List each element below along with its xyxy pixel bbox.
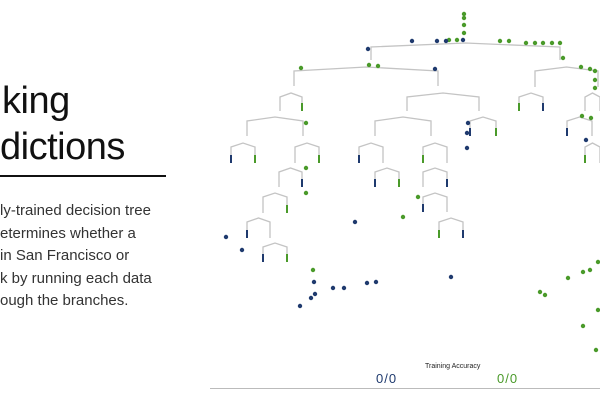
tree-branch [439,218,463,238]
sf-data-point [462,16,466,20]
sf-data-point [376,64,380,68]
sf-data-point [401,215,405,219]
tree-branch [280,93,302,111]
sf-data-point [593,86,597,90]
sf-data-point [596,308,600,312]
ny-data-point [435,39,439,43]
sf-data-point [594,348,598,352]
training-accuracy-label: Training Accuracy [425,363,481,370]
sf-data-point [507,39,511,43]
tree-branch [519,93,543,111]
tree-branch [247,117,303,136]
ny-data-point [353,220,357,224]
description-line: in San Francisco or [0,247,130,264]
tree-branch [423,168,447,187]
ny-data-point [444,39,448,43]
sf-data-point [533,41,537,45]
new-york-accuracy: 0/0 [376,371,398,386]
sf-data-point [588,67,592,71]
sf-data-point [561,56,565,60]
ny-data-point [309,296,313,300]
tree-branch [279,168,302,187]
san-francisco-accuracy: 0/0 [497,371,519,386]
sf-data-point [541,41,545,45]
sf-data-point [416,195,420,199]
tree-branch [294,67,438,86]
section-title-line-1: king [2,80,70,122]
ny-data-point [240,248,244,252]
tree-branch [263,193,287,213]
tree-branch [585,93,600,111]
ny-data-point [365,281,369,285]
tree-branch [231,143,255,163]
tree-branch [263,243,287,262]
section-title-line-2: dictions [0,126,125,168]
sf-data-point [580,114,584,118]
tree-branch [359,143,383,163]
tree-branch [470,117,496,136]
tree-branch [375,168,399,187]
ny-data-point [374,280,378,284]
sf-data-point [462,31,466,35]
sf-data-point [588,268,592,272]
sf-data-point [462,23,466,27]
sf-data-point [543,293,547,297]
sf-data-point [589,116,593,120]
description-line: ough the branches. [0,292,129,309]
sf-data-point [538,290,542,294]
sf-data-point [581,324,585,328]
sf-data-point [299,66,303,70]
ny-data-point [461,38,465,42]
tree-branch [247,218,270,238]
sf-data-point [304,191,308,195]
sf-data-point [581,270,585,274]
sf-data-point [558,41,562,45]
sf-data-point [566,276,570,280]
ny-data-point [433,67,437,71]
tree-branch [567,117,592,136]
ny-data-point [466,121,470,125]
ny-data-point [313,292,317,296]
sf-data-point [304,121,308,125]
sf-data-point [462,12,466,16]
ny-data-point [366,47,370,51]
ny-data-point [312,280,316,284]
sf-data-point [367,63,371,67]
tree-branch [295,143,319,163]
sf-data-point [579,65,583,69]
chart-baseline [210,388,600,389]
ny-data-point [465,146,469,150]
ny-data-point [584,138,588,142]
tree-branch [585,143,600,163]
ny-data-point [410,39,414,43]
sf-data-point [455,38,459,42]
tree-branch [371,43,560,60]
sf-data-point [550,41,554,45]
tree-branch [423,193,447,212]
ny-data-point [465,131,469,135]
tree-branch [375,117,431,136]
sf-data-point [524,41,528,45]
sf-data-point [593,69,597,73]
ny-data-point [298,304,302,308]
sf-data-point [311,268,315,272]
tree-branch [407,93,479,111]
sf-data-point [498,39,502,43]
description-line: k by running each data [0,269,152,287]
sf-data-point [596,260,600,264]
tree-branch [423,143,447,163]
sf-data-point [593,78,597,82]
ny-data-point [224,235,228,239]
description-line: etermines whether a [0,224,136,242]
description-line: ly-trained decision tree [0,202,151,219]
ny-data-point [449,275,453,279]
ny-data-point [331,286,335,290]
sf-data-point [304,166,308,170]
ny-data-point [342,286,346,290]
